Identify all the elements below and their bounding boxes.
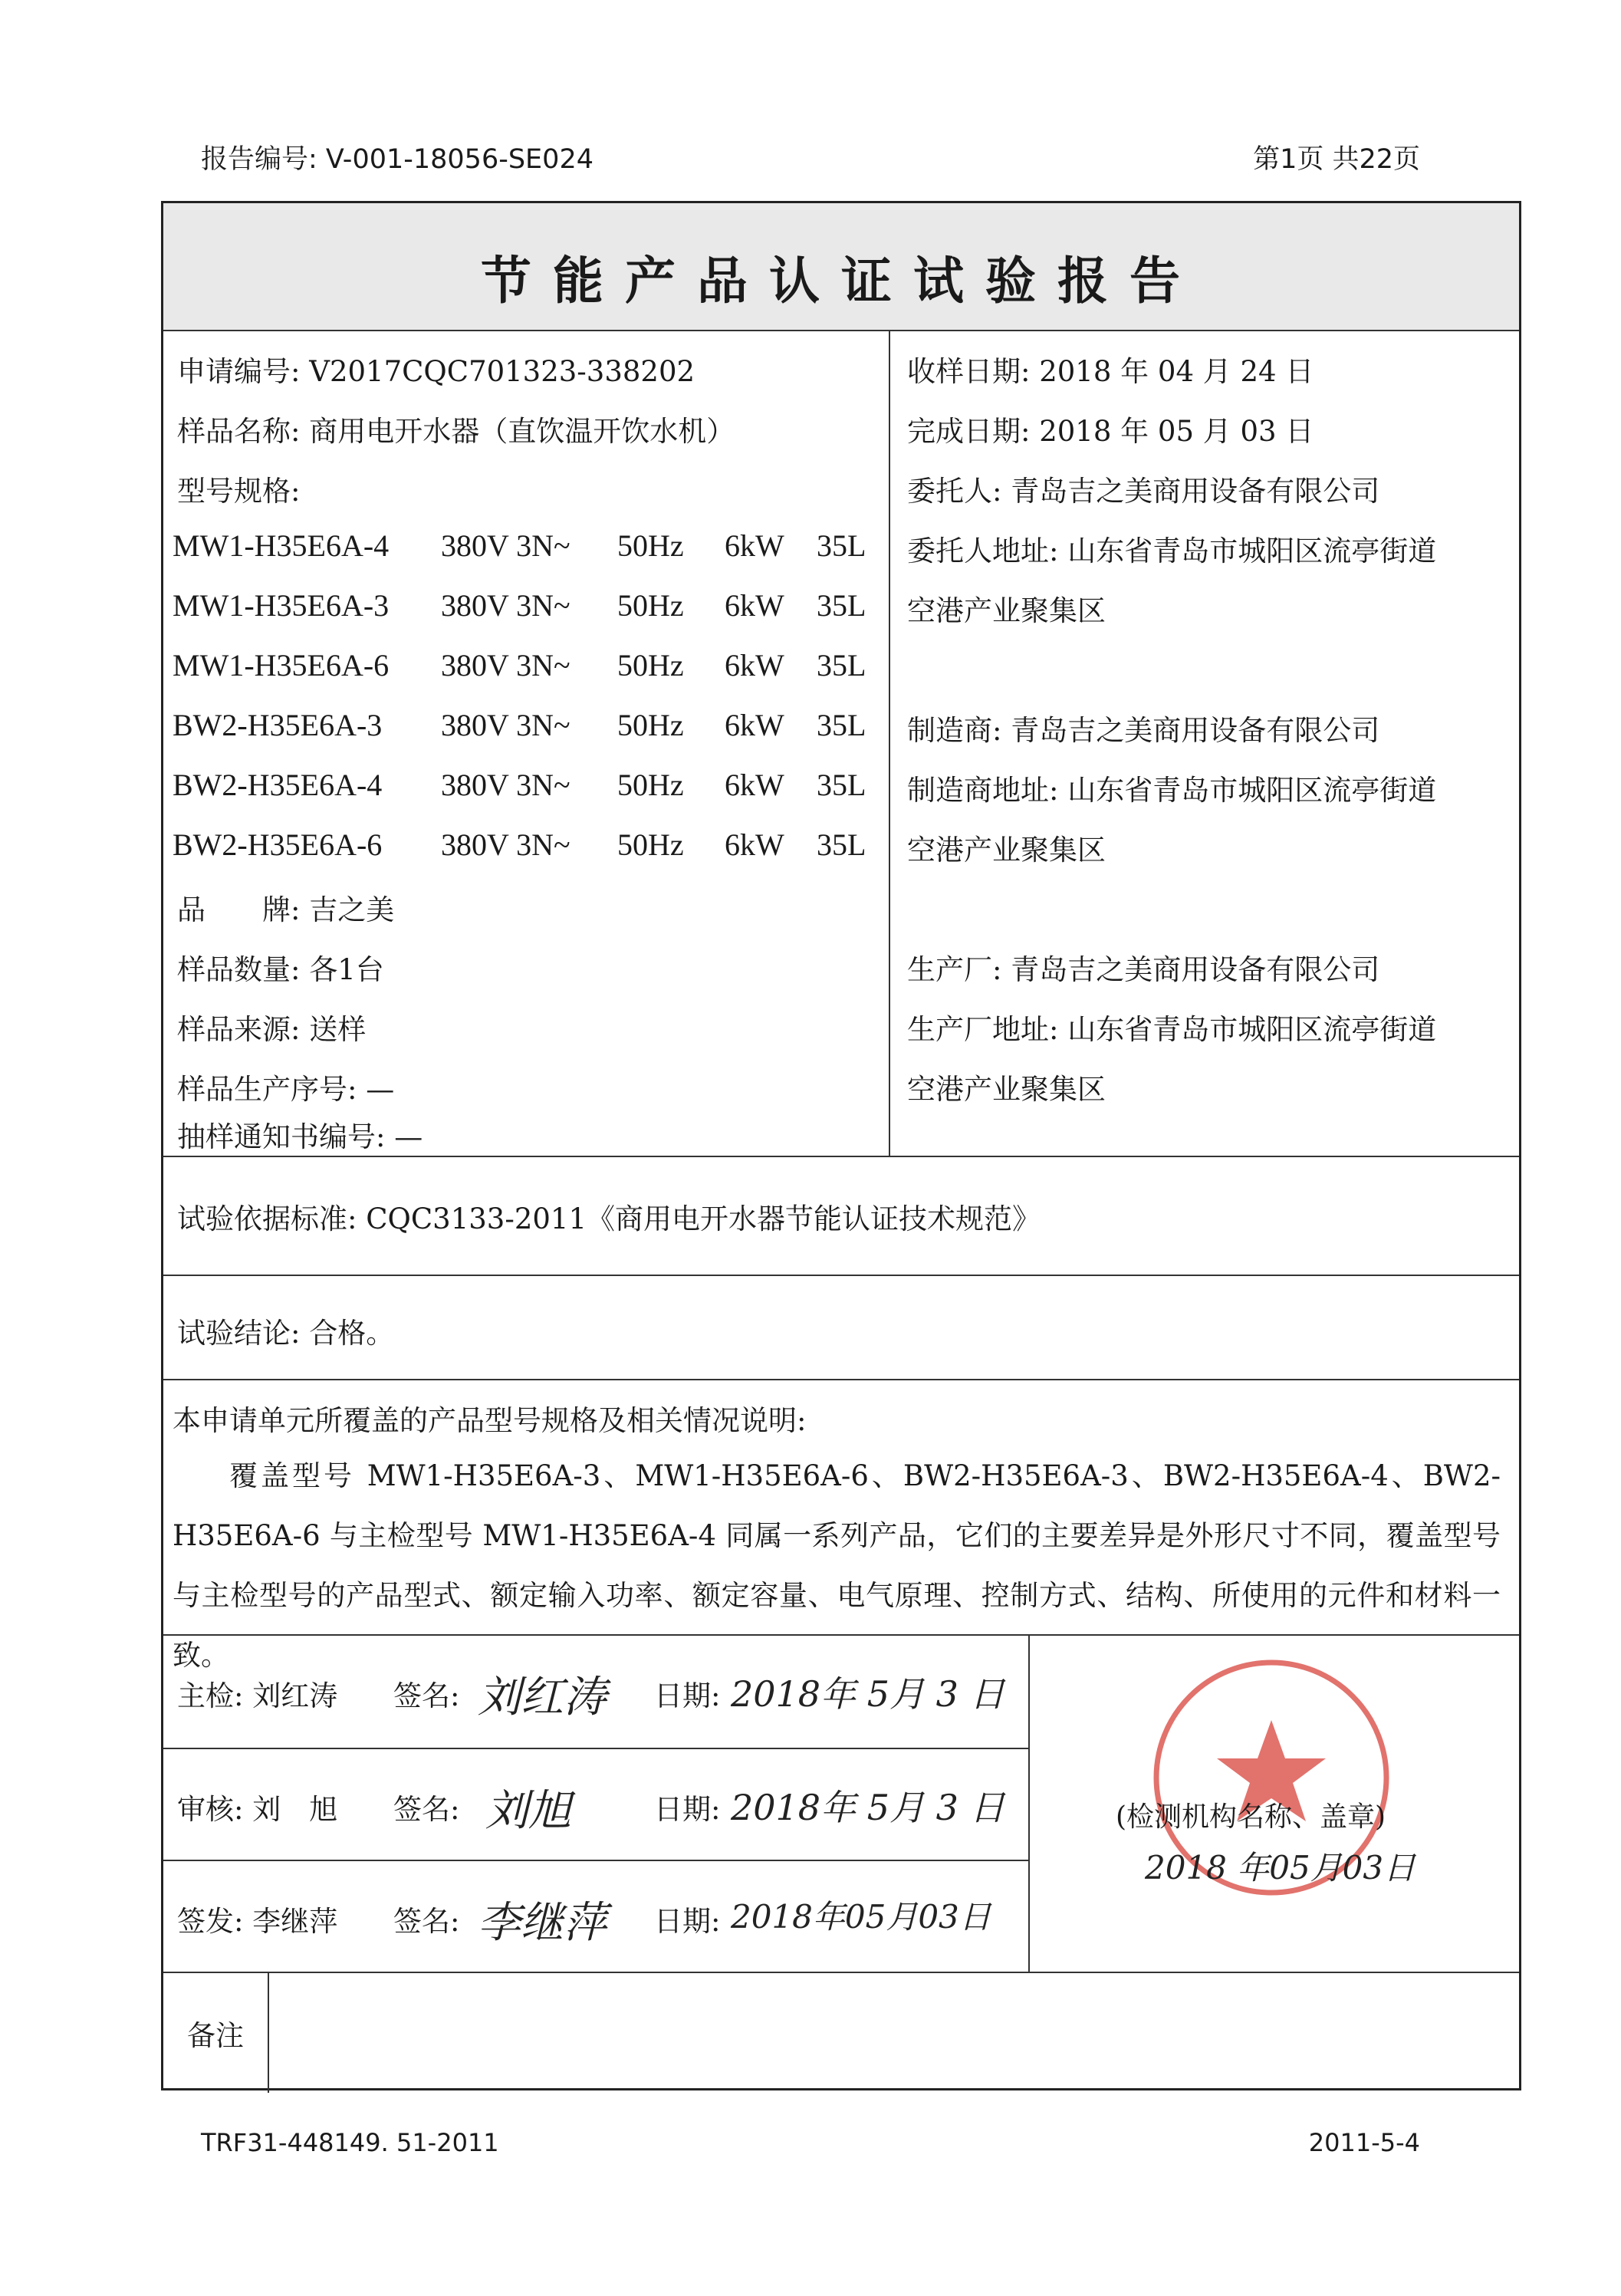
brand: 品 牌: 吉之美 bbox=[177, 893, 395, 926]
model-model: BW2-H35E6A-3 bbox=[173, 708, 383, 742]
title-row bbox=[163, 203, 1519, 330]
model-voltage: 380V 3N~ bbox=[441, 528, 570, 563]
remarks-label: 备注 bbox=[163, 1973, 269, 2093]
report-title: 节能产品认证试验报告 bbox=[481, 251, 1202, 311]
manufacturer-address-1: 制造商地址: 山东省青岛市城阳区流亭街道 bbox=[907, 774, 1437, 807]
form-date: 2011-5-4 bbox=[1308, 2128, 1420, 2157]
role: 主检: 刘红涛 bbox=[177, 1679, 338, 1712]
model-cap: 35L bbox=[817, 708, 866, 742]
role: 签发: 李继萍 bbox=[177, 1905, 338, 1938]
manufacturer-address-2: 空港产业聚集区 bbox=[907, 834, 1106, 867]
sign-date: 2018年05月03日 bbox=[731, 1898, 991, 1936]
signature-section bbox=[163, 1634, 1519, 1972]
model-spec-label: 型号规格: bbox=[177, 475, 301, 508]
model-power: 6kW bbox=[725, 708, 784, 742]
model-cap: 35L bbox=[817, 588, 866, 623]
date-label: 日期: bbox=[654, 1793, 721, 1826]
client-address-2: 空港产业聚集区 bbox=[907, 594, 1106, 627]
model-power: 6kW bbox=[725, 827, 784, 862]
remarks-row bbox=[163, 1972, 1519, 2093]
sign-label: 签名: bbox=[393, 1679, 460, 1712]
signature: 刘旭 bbox=[485, 1786, 571, 1836]
model-model: BW2-H35E6A-6 bbox=[173, 827, 383, 862]
model-cap: 35L bbox=[817, 528, 866, 563]
model-freq: 50Hz bbox=[617, 528, 684, 563]
reviewer-line bbox=[163, 1748, 1028, 1855]
sampling-notice-number: 抽样通知书编号: — bbox=[177, 1120, 423, 1153]
description-body: 覆盖型号 MW1-H35E6A-3、MW1-H35E6A-6、BW2-H35E6A-3、BW2-H35E6A-4、BW2-H35E6A-6 与主检型号 MW1-H35E6A-4 同属一系列产品，它们的主要差异是外形尺寸不同，覆盖型号与主检型号的产品型式、额定输入功率、额定容量、电气原理、控制方式、结构、所使用的元件和材料一致。 bbox=[173, 1459, 1501, 1672]
model-cap: 35L bbox=[817, 827, 866, 862]
model-freq: 50Hz bbox=[617, 708, 684, 742]
factory-address-1: 生产厂地址: 山东省青岛市城阳区流亭街道 bbox=[907, 1013, 1437, 1046]
info-right-column bbox=[890, 331, 1519, 1156]
sign-date: 2018年 5月 3 日 bbox=[731, 1787, 1005, 1828]
sign-label: 签名: bbox=[393, 1905, 460, 1938]
sample-name: 样品名称: 商用电开水器（直饮温开饮水机） bbox=[177, 415, 735, 448]
factory-address-2: 空港产业聚集区 bbox=[907, 1073, 1106, 1106]
model-power: 6kW bbox=[725, 648, 784, 683]
model-voltage: 380V 3N~ bbox=[441, 827, 570, 862]
seal-area bbox=[1030, 1636, 1519, 1972]
chief-inspector-line bbox=[163, 1636, 1028, 1743]
client: 委托人: 青岛吉之美商用设备有限公司 bbox=[907, 475, 1380, 508]
received-date: 收样日期: 2018 年 04 月 24 日 bbox=[907, 355, 1314, 388]
model-freq: 50Hz bbox=[617, 588, 684, 623]
form-code: TRF31-448149. 51-2011 bbox=[201, 2128, 499, 2157]
model-cap: 35L bbox=[817, 768, 866, 802]
test-conclusion: 试验结论: 合格。 bbox=[177, 1317, 395, 1350]
sign-date: 2018年 5月 3 日 bbox=[731, 1673, 1005, 1715]
signature: 刘红涛 bbox=[478, 1673, 607, 1722]
signature-lines bbox=[163, 1636, 1030, 1972]
conclusion-row bbox=[163, 1275, 1519, 1379]
test-standard-row bbox=[163, 1156, 1519, 1275]
role: 审核: 刘 旭 bbox=[177, 1793, 338, 1826]
factory: 生产厂: 青岛吉之美商用设备有限公司 bbox=[907, 953, 1380, 986]
model-power: 6kW bbox=[725, 768, 784, 802]
client-address-1: 委托人地址: 山东省青岛市城阳区流亭街道 bbox=[907, 535, 1437, 567]
report-number: 报告编号: V-001-18056-SE024 bbox=[201, 144, 593, 175]
sample-quantity: 样品数量: 各1台 bbox=[177, 953, 384, 986]
seal-date: 2018 年05月03日 bbox=[1145, 1849, 1416, 1886]
model-model: MW1-H35E6A-4 bbox=[173, 528, 390, 563]
description-title: 本申请单元所覆盖的产品型号规格及相关情况说明: bbox=[173, 1404, 807, 1437]
model-power: 6kW bbox=[725, 588, 784, 623]
info-left-column bbox=[163, 331, 890, 1156]
application-number: 申请编号: V2017CQC701323-338202 bbox=[177, 355, 695, 388]
completed-date: 完成日期: 2018 年 05 月 03 日 bbox=[907, 415, 1314, 448]
model-model: MW1-H35E6A-6 bbox=[173, 648, 390, 683]
model-voltage: 380V 3N~ bbox=[441, 648, 570, 683]
test-standard: 试验依据标准: CQC3133-2011《商用电开水器节能认证技术规范》 bbox=[177, 1202, 1041, 1235]
date-label: 日期: bbox=[654, 1679, 721, 1712]
model-freq: 50Hz bbox=[617, 648, 684, 683]
model-freq: 50Hz bbox=[617, 768, 684, 802]
model-model: BW2-H35E6A-4 bbox=[173, 768, 383, 802]
date-label: 日期: bbox=[654, 1905, 721, 1938]
model-voltage: 380V 3N~ bbox=[441, 708, 570, 742]
page-info: 第1页 共22页 bbox=[1253, 144, 1420, 175]
seal-caption: (检测机构名称、盖章) bbox=[1116, 1801, 1386, 1833]
sign-label: 签名: bbox=[393, 1793, 460, 1826]
sample-source: 样品来源: 送样 bbox=[177, 1013, 367, 1046]
model-voltage: 380V 3N~ bbox=[441, 768, 570, 802]
report-form bbox=[161, 201, 1521, 2090]
model-model: MW1-H35E6A-3 bbox=[173, 588, 390, 623]
manufacturer: 制造商: 青岛吉之美商用设备有限公司 bbox=[907, 714, 1380, 747]
signature: 李继萍 bbox=[478, 1898, 607, 1948]
sample-serial: 样品生产序号: — bbox=[177, 1073, 395, 1106]
model-voltage: 380V 3N~ bbox=[441, 588, 570, 623]
model-power: 6kW bbox=[725, 528, 784, 563]
info-section bbox=[163, 330, 1519, 1156]
model-freq: 50Hz bbox=[617, 827, 684, 862]
issuer-line bbox=[163, 1860, 1028, 1967]
description-row bbox=[163, 1379, 1519, 1672]
model-cap: 35L bbox=[817, 648, 866, 683]
